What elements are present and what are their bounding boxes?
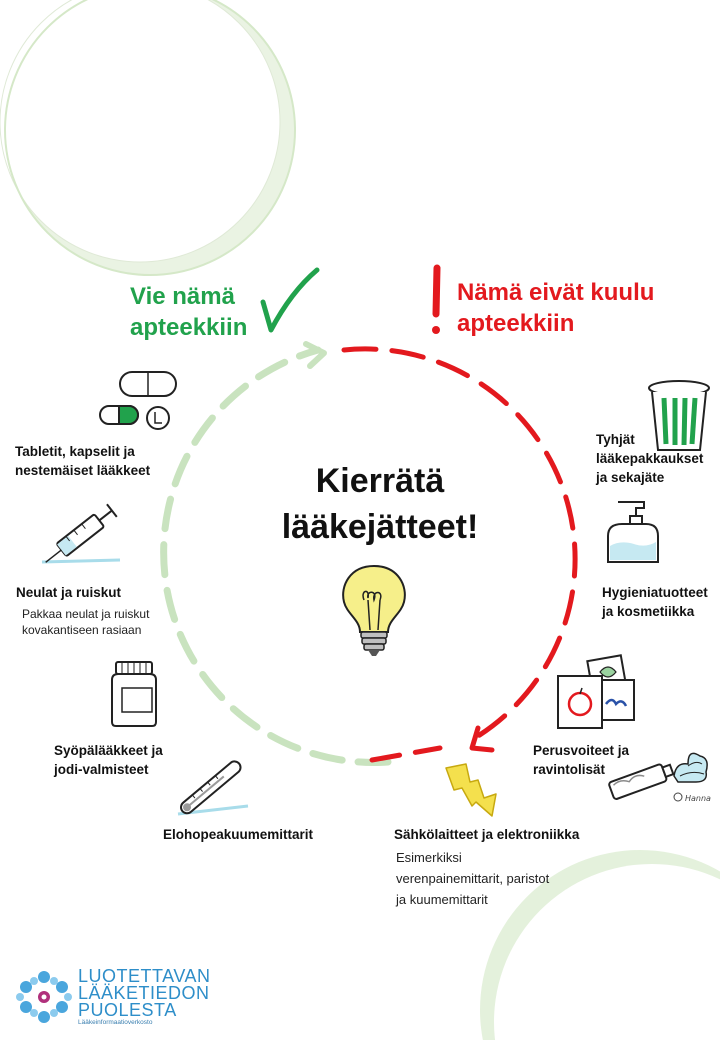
electronics-note-line-2: verenpainemittarit, paristot — [396, 871, 550, 886]
logo-line-2: LÄÄKETIEDON — [78, 983, 210, 1003]
syringe-label: Neulat ja ruiskut — [16, 585, 122, 600]
page-title — [235, 458, 525, 550]
header-bring-line-2: apteekkiin — [130, 314, 248, 341]
logo-emblem — [14, 969, 74, 1025]
logo-line-1: LUOTETTAVAN — [78, 966, 211, 986]
cancer-drugs-label-line-2: jodi-valmisteet — [54, 762, 149, 777]
cancer-drugs-label-line-1: Syöpälääkkeet ja — [54, 743, 163, 758]
accepted-item-cancer-drugs — [54, 741, 163, 779]
rejected-item-hygiene — [602, 583, 708, 621]
pills-label-line-1: Tabletit, kapselit ja — [15, 444, 135, 459]
thermometer-icon — [168, 756, 252, 818]
syringe-icon — [30, 498, 130, 568]
syringe-note-line-2: kovakantiseen rasiaan — [22, 623, 142, 637]
electronics-note-line-1: Esimerkiksi — [396, 850, 462, 865]
medicine-jar-icon — [104, 658, 164, 730]
accepted-item-pills — [15, 442, 150, 480]
header-not-line-2: apteekkiin — [457, 310, 575, 337]
page-title-line-2: lääkejätteet! — [281, 508, 479, 546]
lightning-icon — [440, 760, 502, 820]
empty-packages-label-line-3: ja sekajäte — [596, 470, 665, 485]
thermometer-label: Elohopeakuumemittarit — [163, 827, 314, 842]
red-dashed-bottom — [372, 748, 440, 760]
logo-line-3: PUOLESTA — [78, 1000, 177, 1020]
supplements-label-line-1: Perusvoiteet ja — [533, 743, 630, 758]
rejected-item-empty-packages — [596, 430, 703, 487]
page-title-line-1: Kierrätä — [315, 462, 445, 500]
pills-icon — [92, 368, 192, 438]
logo-wordmark — [78, 968, 211, 1026]
syringe-note — [22, 606, 149, 638]
svg-text:Hanna: Hanna — [685, 794, 711, 803]
header-bring-line-1: Vie nämä — [130, 283, 235, 310]
empty-packages-label-line-1: Tyhjät — [596, 432, 635, 447]
logo-tagline: Lääkeinformaatioverkosto — [78, 1019, 153, 1026]
light-bulb-icon — [334, 560, 414, 660]
header-bring-to-pharmacy — [130, 281, 247, 343]
supplements-label-line-2: ravintolisät — [533, 762, 606, 777]
syringe-note-line-1: Pakkaa neulat ja ruiskut — [22, 607, 150, 621]
electronics-note — [396, 847, 549, 910]
pump-bottle-icon — [600, 492, 662, 568]
artist-signature — [672, 790, 711, 804]
hygiene-label-line-1: Hygieniatuotteet — [602, 585, 708, 600]
pills-label-line-2: nestemäiset lääkkeet — [15, 463, 151, 478]
checkmark-icon — [255, 264, 325, 344]
electronics-note-line-3: ja kuumemittarit — [396, 892, 488, 907]
header-not-for-pharmacy — [457, 277, 654, 339]
supplements-icon — [554, 652, 650, 736]
header-not-line-1: Nämä eivät kuulu — [457, 279, 655, 306]
empty-packages-label-line-2: lääkepakkaukset — [596, 451, 704, 466]
hygiene-label-line-2: ja kosmetiikka — [602, 604, 695, 619]
green-dashed-arc — [164, 350, 388, 762]
exclamation-icon — [425, 262, 449, 338]
electronics-label: Sähkölaitteet ja elektroniikka — [394, 827, 580, 842]
